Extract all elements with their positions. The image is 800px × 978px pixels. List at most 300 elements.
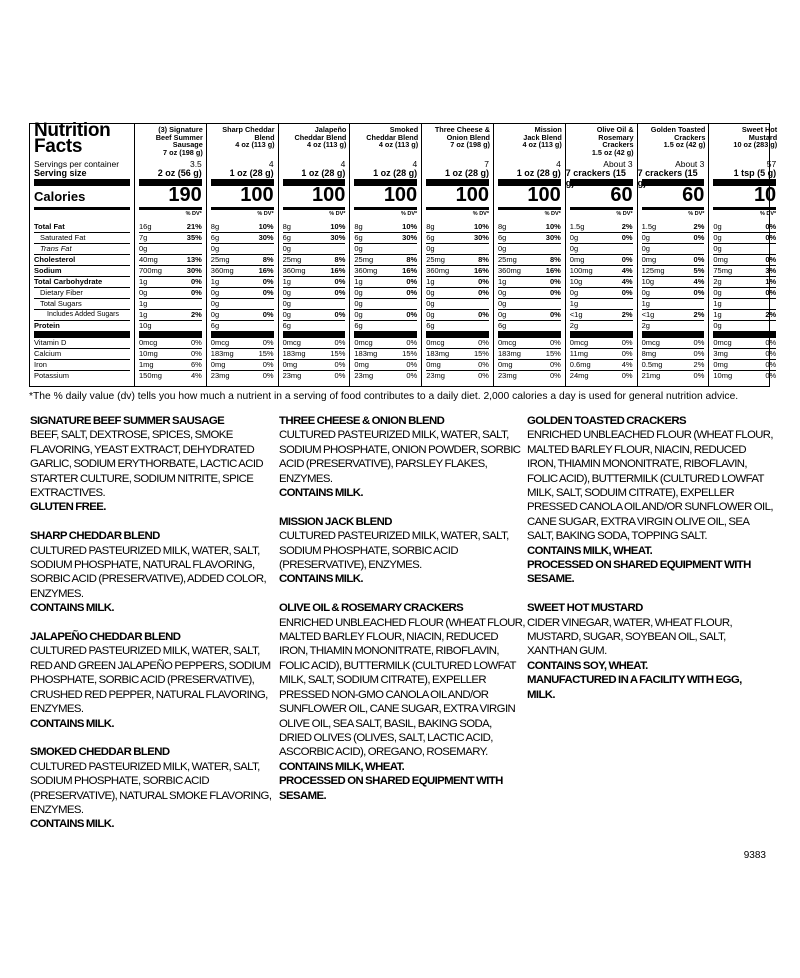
- product-name-line: Cheddar Blend: [294, 132, 347, 142]
- nutrient-label: Dietary Fiber: [40, 288, 83, 297]
- nutrient-row: [426, 221, 489, 232]
- vitamin-amount: 150mg: [139, 371, 162, 380]
- vitamin-row: [283, 337, 346, 348]
- nutrient-row: [211, 232, 274, 243]
- nutrient-row: [642, 298, 705, 309]
- nutrient-row: [139, 265, 202, 276]
- nutrient-row: [426, 309, 489, 320]
- ingredient-line: FLAVORING, YEAST EXTRACT, DEHYDRATED: [30, 443, 255, 456]
- ingredient-line: MALTED BARLEY FLOUR, NIACIN, REDUCED: [527, 443, 747, 456]
- nutrient-amount: 2g: [569, 321, 579, 330]
- ingredient-line: (PRESERVATIVE), NATURAL SMOKE FLAVORING,: [30, 789, 272, 802]
- vitamin-percent: 0%: [549, 338, 561, 347]
- nutrient-label: Protein: [34, 321, 60, 330]
- ingredient-line: ENRICHED UNBLEACHED FLOUR (WHEAT FLOUR,: [279, 616, 525, 629]
- ingredient-line: BEEF, SALT, DEXTROSE, SPICES, SMOKE: [30, 429, 233, 442]
- nutrient-row: [139, 298, 202, 309]
- product-name-line: Sausage: [172, 140, 203, 150]
- vitamin-amount: 0mcg: [210, 338, 230, 347]
- product-column: [206, 124, 278, 386]
- product-name-line: Crackers: [674, 132, 706, 142]
- nutrient-percent: 0%: [190, 277, 202, 286]
- vitamin-row: [570, 348, 633, 359]
- daily-value-header: % DV*: [759, 211, 777, 217]
- serving-size-value: 1 oz (28 g): [373, 168, 418, 178]
- calories-value: 60: [610, 184, 633, 206]
- nutrient-amount: 8g: [354, 222, 363, 231]
- product-column: [708, 124, 780, 386]
- vitamin-row: [570, 337, 633, 348]
- vitamin-percent: 4%: [190, 371, 202, 380]
- nutrient-amount: 25mg: [354, 255, 374, 264]
- nutrient-row: [354, 287, 417, 298]
- allergen-statement: CONTAINS MILK.: [279, 573, 363, 586]
- vitamin-percent: 6%: [190, 360, 202, 369]
- vitamin-amount: 0mcg: [498, 338, 517, 347]
- calories-value: 190: [168, 184, 202, 206]
- nutrient-row: [426, 265, 489, 276]
- product-name: [281, 126, 347, 158]
- daily-value-header: % DV*: [544, 211, 561, 217]
- product-net-weight: 10 oz (283 g): [733, 140, 778, 150]
- nutrient-percent: 0%: [334, 310, 346, 319]
- nutrient-amount: 0g: [713, 222, 722, 231]
- nutrient-row: [211, 221, 274, 232]
- vitamin-row: [139, 359, 202, 370]
- nutrient-amount: 0g: [139, 244, 148, 253]
- nutrient-amount: 0g: [354, 299, 363, 308]
- nutrient-percent: 0%: [765, 233, 777, 242]
- ingredient-line: CANE SUGAR, EXTRA VIRGIN OLIVE OIL, SEA: [527, 515, 750, 528]
- ingredient-line: MALTED BARLEY FLOUR, NIACIN, REDUCED: [279, 631, 499, 644]
- nutrient-row: [354, 265, 417, 276]
- nutrient-row: [354, 232, 417, 243]
- nutrient-row: [713, 298, 776, 309]
- nutrient-percent: 8%: [549, 255, 561, 264]
- vitamin-percent: 0%: [549, 360, 561, 369]
- product-column: [493, 124, 565, 386]
- product-name-line: Mission: [534, 125, 562, 134]
- nutrient-amount: 0g: [426, 299, 435, 308]
- divider: [426, 207, 489, 210]
- nutrient-amount: 0g: [282, 310, 291, 319]
- product-name-line: Olive Oil &: [596, 125, 634, 134]
- ingredient-line: XANTHAN GUM.: [527, 645, 607, 658]
- nutrient-label: Total Carbohydrate: [34, 277, 103, 286]
- ingredient-heading: GOLDEN TOASTED CRACKERS: [527, 415, 687, 427]
- ingredient-line: FOLIC ACID), BUTTERMILK (CULTURED LOWFAT: [279, 659, 516, 672]
- nutrient-amount: 0g: [354, 310, 363, 319]
- allergen-statement: SESAME.: [527, 573, 575, 586]
- ingredient-line: SODIUM PHOSPHATE, NATURAL FLAVORING,: [30, 559, 255, 572]
- vitamin-row: [642, 359, 705, 370]
- ingredients-column-2: [279, 414, 529, 817]
- ingredient-line: GARLIC, SODIUM ERYTHORBATE, LACTIC ACID: [30, 458, 264, 471]
- product-net-weight: 4 oz (113 g): [378, 140, 419, 150]
- nutrient-amount: 1g: [354, 277, 363, 286]
- vitamin-row: [139, 337, 202, 348]
- product-name-line: Beef Summer: [155, 132, 203, 142]
- nutrient-row: [642, 320, 705, 331]
- ingredient-block: [527, 414, 777, 587]
- nutrient-row: [426, 232, 489, 243]
- servings-per-container: About 3: [603, 159, 633, 169]
- nutrient-amount: 360mg: [354, 266, 378, 275]
- daily-value-header: % DV*: [472, 211, 489, 217]
- nutrient-percent: 13%: [186, 255, 202, 264]
- nutrient-percent: 30%: [330, 233, 346, 242]
- ingredient-line: STARTER CULTURE, SODIUM NITRITE, SPICE: [30, 472, 254, 485]
- serving-size-value: 1 tsp (5 g): [733, 168, 777, 178]
- nutrient-percent: 8%: [334, 255, 346, 264]
- ingredient-block: [30, 630, 280, 731]
- nutrient-percent: 8%: [262, 255, 274, 264]
- nutrient-percent: 0%: [406, 277, 418, 286]
- nutrient-row: [713, 287, 776, 298]
- ingredient-line: (PRESERVATIVE), ENZYMES.: [279, 559, 422, 572]
- vitamin-label: Potassium: [34, 371, 70, 380]
- nutrient-amount: 0g: [426, 310, 435, 319]
- daily-value-footnote: *The % daily value (dv) tells you how much a nutrient in a serving of food contributes to a daily diet. 2,000 calories a day is used for general nutrition advice.: [29, 391, 739, 402]
- nutrient-percent: 16%: [330, 266, 346, 275]
- nutrient-amount: 1.5g: [569, 222, 585, 231]
- divider: [642, 207, 705, 210]
- nutrient-percent: 0%: [549, 288, 561, 297]
- vitamin-row: [426, 348, 489, 359]
- ingredient-line: CULTURED PASTEURIZED MILK, WATER, SALT,: [279, 429, 509, 442]
- ingredient-line: DRIED OLIVES (OLIVES, SALT, LACTIC ACID,: [279, 731, 493, 744]
- nutrient-row: [283, 243, 346, 254]
- nutrient-amount: 10g: [641, 277, 655, 286]
- nutrient-row: [426, 320, 489, 331]
- vitamin-percent: 0%: [262, 360, 274, 369]
- nutrient-row: [211, 320, 274, 331]
- divider: [34, 179, 130, 186]
- calories-value: 100: [240, 184, 274, 206]
- vitamin-percent: 15%: [402, 349, 418, 358]
- vitamin-percent: 0%: [334, 360, 346, 369]
- nutrient-amount: 6g: [498, 233, 507, 242]
- vitamin-row: [498, 348, 561, 359]
- nutrient-row: [713, 276, 776, 287]
- nutrient-amount: 0g: [569, 288, 579, 297]
- nutrient-percent: 0%: [621, 288, 633, 297]
- nutrient-amount: 1g: [641, 299, 650, 308]
- nutrient-percent: 0%: [262, 310, 274, 319]
- ingredient-line: CULTURED PASTEURIZED MILK, WATER, SALT,: [30, 645, 260, 658]
- ingredient-line: ASCORBIC ACID), OREGANO, ROSEMARY.: [279, 746, 488, 759]
- nutrient-percent: 2%: [765, 310, 777, 319]
- ingredient-heading: SMOKED CHEDDAR BLEND: [30, 746, 170, 759]
- nutrient-amount: 6g: [282, 321, 291, 330]
- nutrient-percent: 0%: [765, 255, 777, 264]
- product-name-line: Three Cheese &: [434, 125, 490, 134]
- ingredient-line: ENZYMES.: [30, 703, 84, 716]
- nutrient-row: [354, 254, 417, 265]
- nutrient-row: [283, 232, 346, 243]
- vitamin-amount: 0.5mg: [641, 360, 663, 369]
- ingredient-heading: SHARP CHEDDAR BLEND: [30, 530, 160, 543]
- vitamin-row: [211, 348, 274, 359]
- allergen-statement: CONTAINS MILK, WHEAT.: [279, 760, 405, 773]
- nutrient-row: [498, 243, 561, 254]
- product-code: 9383: [743, 850, 766, 861]
- nutrient-row: [283, 320, 346, 331]
- vitamin-percent: 0%: [621, 349, 633, 358]
- vitamin-label: Iron: [34, 360, 47, 369]
- nutrient-percent: 0%: [334, 277, 346, 286]
- vitamin-percent: 0%: [693, 338, 705, 347]
- vitamin-percent: 0%: [406, 360, 418, 369]
- nutrient-amount: 1g: [282, 277, 291, 286]
- ingredient-line: RED AND GREEN JALAPEÑO PEPPERS, SODIUM: [30, 659, 271, 672]
- nutrient-row: [211, 265, 274, 276]
- vitamin-amount: 0mcg: [641, 338, 660, 347]
- nutrient-row: [354, 221, 417, 232]
- servings-per-container: 4: [556, 159, 561, 169]
- nutrient-amount: 0g: [713, 321, 722, 330]
- nutrient-percent: 8%: [406, 255, 418, 264]
- nutrient-percent: 30%: [545, 233, 561, 242]
- nutrient-amount: 6g: [426, 321, 435, 330]
- nutrient-amount: 1g: [426, 277, 435, 286]
- nutrient-amount: 25mg: [282, 255, 302, 264]
- product-name-line: Blend: [254, 132, 275, 142]
- nutrient-percent: 1%: [765, 277, 777, 286]
- nutrient-label: Saturated Fat: [40, 233, 86, 242]
- nutrition-facts-panel: [29, 120, 778, 387]
- nutrient-row: [354, 309, 417, 320]
- nutrient-row: [211, 298, 274, 309]
- nutrient-row: [642, 221, 705, 232]
- nutrient-amount: 1.5g: [641, 222, 657, 231]
- product-name-line: (3) Signature: [158, 125, 203, 134]
- nutrient-amount: 0g: [210, 288, 220, 297]
- ingredient-block: [30, 529, 280, 615]
- ingredient-line: CULTURED PASTEURIZED MILK, WATER, SALT,: [30, 544, 260, 557]
- product-name-line: Jack Blend: [523, 132, 562, 142]
- vitamin-percent: 4%: [621, 360, 633, 369]
- nutrient-row: [642, 254, 705, 265]
- nutrient-percent: 16%: [473, 266, 489, 275]
- ingredient-line: MUSTARD, SUGAR, SOYBEAN OIL, SALT,: [527, 631, 726, 644]
- nutrient-percent: 16%: [545, 266, 561, 275]
- product-name-line: Smoked: [389, 125, 419, 134]
- nutrient-row: [283, 287, 346, 298]
- nutrient-amount: 0g: [713, 233, 722, 242]
- nutrient-percent: 2%: [190, 310, 202, 319]
- vitamin-row: [498, 337, 561, 348]
- product-name-line: Sharp Cheddar: [222, 125, 275, 134]
- product-column: [134, 124, 206, 386]
- nutrient-row: [283, 265, 346, 276]
- product-column: [278, 124, 350, 386]
- vitamin-row: [211, 337, 274, 348]
- product-name: [711, 126, 777, 158]
- nutrient-row: [139, 276, 202, 287]
- vitamin-percent: 15%: [545, 349, 561, 358]
- nutrient-percent: 4%: [693, 277, 705, 286]
- nutrient-row: [498, 276, 561, 287]
- vitamin-percent: 0%: [549, 371, 561, 380]
- nutrient-amount: 0g: [498, 244, 507, 253]
- servings-per-container: 7: [484, 159, 489, 169]
- nutrient-percent: 10%: [545, 222, 561, 231]
- ingredient-line: ENRICHED UNBLEACHED FLOUR (WHEAT FLOUR,: [527, 429, 773, 442]
- ingredient-line: EXTRACTIVES.: [30, 487, 106, 500]
- vitamin-amount: 3mg: [713, 349, 728, 358]
- vitamin-row: [570, 370, 633, 381]
- nutrient-amount: 25mg: [210, 255, 230, 264]
- product-column: [565, 124, 637, 386]
- ingredients-column-1: [30, 414, 280, 846]
- vitamin-amount: 10mg: [713, 371, 733, 380]
- nutrient-amount: 1g: [713, 299, 722, 308]
- ingredients-column-3: [527, 414, 777, 717]
- nutrient-amount: 16g: [139, 222, 152, 231]
- vitamin-amount: 0mcg: [569, 338, 589, 347]
- vitamin-amount: 0mcg: [354, 338, 373, 347]
- ingredient-line: CULTURED PASTEURIZED MILK, WATER, SALT,: [279, 530, 509, 543]
- calories-value: 100: [455, 184, 489, 206]
- nutrient-percent: 0%: [406, 288, 418, 297]
- vitamin-amount: 183mg: [426, 349, 450, 358]
- serving-size-value: 1 oz (28 g): [301, 168, 346, 178]
- nutrient-amount: 0mg: [713, 255, 728, 264]
- vitamin-percent: 0%: [478, 360, 489, 369]
- ingredient-block: [279, 601, 529, 803]
- nutrient-row: [426, 276, 489, 287]
- nutrient-amount: 6g: [426, 233, 435, 242]
- vitamin-row: [498, 359, 561, 370]
- divider: [570, 207, 633, 210]
- ingredient-heading: JALAPEÑO CHEDDAR BLEND: [30, 631, 181, 644]
- nutrient-amount: 75mg: [713, 266, 733, 275]
- ingredient-heading: OLIVE OIL & ROSEMARY CRACKERS: [279, 602, 464, 615]
- nutrient-percent: 0%: [621, 255, 633, 264]
- ingredient-line: MILK, SALT, SODIUM CITRATE), EXPELLER: [279, 674, 487, 687]
- nutrient-amount: 100mg: [569, 266, 593, 275]
- nutrient-amount: 1g: [139, 310, 148, 319]
- nutrient-row: [498, 232, 561, 243]
- ingredient-block: [527, 601, 777, 702]
- ingredient-block: [30, 414, 280, 515]
- vitamin-percent: 2%: [693, 360, 705, 369]
- nutrient-amount: 0mg: [569, 255, 585, 264]
- vitamin-row: [713, 348, 776, 359]
- nutrient-amount: 0g: [354, 288, 363, 297]
- vitamin-amount: 23mg: [498, 371, 517, 380]
- vitamin-amount: 0mcg: [713, 338, 732, 347]
- calories-value: 100: [527, 184, 561, 206]
- nutrient-row: [713, 254, 776, 265]
- nutrient-row: [426, 298, 489, 309]
- vitamin-amount: 24mg: [569, 371, 589, 380]
- nutrient-row: [354, 298, 417, 309]
- nutrient-row: [713, 309, 776, 320]
- ingredient-heading: MISSION JACK BLEND: [279, 515, 392, 528]
- nutrient-amount: 7g: [139, 233, 148, 242]
- vitamin-row: [642, 348, 705, 359]
- nutrient-amount: 360mg: [210, 266, 234, 275]
- nutrition-facts-title: Nutrition Facts: [34, 120, 111, 157]
- nutrient-amount: 360mg: [282, 266, 306, 275]
- nutrient-percent: 30%: [186, 266, 202, 275]
- product-name-line: Mustard: [748, 132, 778, 142]
- allergen-statement: GLUTEN FREE.: [30, 501, 106, 514]
- nutrient-row: [570, 221, 633, 232]
- ingredient-heading: SWEET HOT MUSTARD: [527, 602, 643, 615]
- vitamin-row: [498, 370, 561, 381]
- nutrient-percent: 0%: [621, 233, 633, 242]
- nutrient-amount: 0mg: [641, 255, 657, 264]
- vitamin-percent: 0%: [765, 360, 777, 369]
- product-name-line: Jalapeño: [314, 125, 347, 134]
- product-name: [137, 126, 203, 158]
- product-name-line: Onion Blend: [446, 132, 490, 142]
- nutrient-amount: 360mg: [426, 266, 450, 275]
- vitamin-amount: 0mcg: [426, 338, 445, 347]
- nutrient-amount: 0g: [569, 244, 579, 253]
- nutrient-percent: 10%: [258, 222, 274, 231]
- nutrient-percent: 16%: [258, 266, 274, 275]
- vitamin-row: [283, 370, 346, 381]
- nutrient-row: [570, 309, 633, 320]
- vitamin-row: [354, 337, 417, 348]
- vitamin-row: [354, 370, 417, 381]
- nutrient-amount: 1g: [210, 277, 220, 286]
- nutrient-percent: 16%: [402, 266, 418, 275]
- ingredient-block: [279, 515, 529, 587]
- nutrient-row: [570, 243, 633, 254]
- ingredient-line: FOLIC ACID), BUTTERMILK (CULTURED LOWFAT: [527, 472, 764, 485]
- vitamin-amount: 183mg: [354, 349, 378, 358]
- nutrient-row: [139, 243, 202, 254]
- nutrient-row: [570, 254, 633, 265]
- nutrient-percent: 0%: [334, 288, 346, 297]
- nutrient-amount: 0g: [713, 244, 722, 253]
- vitamin-amount: 0mg: [354, 360, 369, 369]
- servings-per-container: 3.5: [189, 159, 202, 169]
- servings-per-container: 4: [340, 159, 346, 169]
- vitamin-row: [354, 359, 417, 370]
- nutrient-amount: 2g: [713, 277, 722, 286]
- nutrient-percent: 2%: [621, 222, 633, 231]
- nutrient-label: Trans Fat: [40, 244, 72, 253]
- nutrient-percent: 2%: [693, 222, 705, 231]
- vitamin-row: [354, 348, 417, 359]
- nutrient-percent: 4%: [621, 266, 633, 275]
- vitamin-label: Calcium: [34, 349, 62, 358]
- nutrient-percent: 30%: [258, 233, 274, 242]
- nutrient-amount: 6g: [354, 233, 363, 242]
- vitamin-amount: 183mg: [282, 349, 306, 358]
- nutrient-percent: 0%: [693, 255, 705, 264]
- ingredient-line: IRON, THIAMIN MONONITRATE, RIBOFLAVIN,: [527, 458, 747, 471]
- nutrient-amount: 0g: [641, 288, 650, 297]
- nutrient-row: [570, 320, 633, 331]
- nutrient-amount: 1g: [139, 299, 148, 308]
- product-name-line: Sweet Hot: [741, 125, 778, 134]
- product-column: [637, 124, 709, 386]
- vitamin-percent: 0%: [765, 338, 777, 347]
- vitamin-row: [713, 370, 776, 381]
- allergen-statement: PROCESSED ON SHARED EQUIPMENT WITH: [527, 559, 751, 572]
- vitamin-percent: 15%: [473, 349, 489, 358]
- divider: [34, 207, 130, 210]
- nutrient-amount: 0g: [641, 233, 650, 242]
- product-name-line: Crackers: [602, 140, 634, 150]
